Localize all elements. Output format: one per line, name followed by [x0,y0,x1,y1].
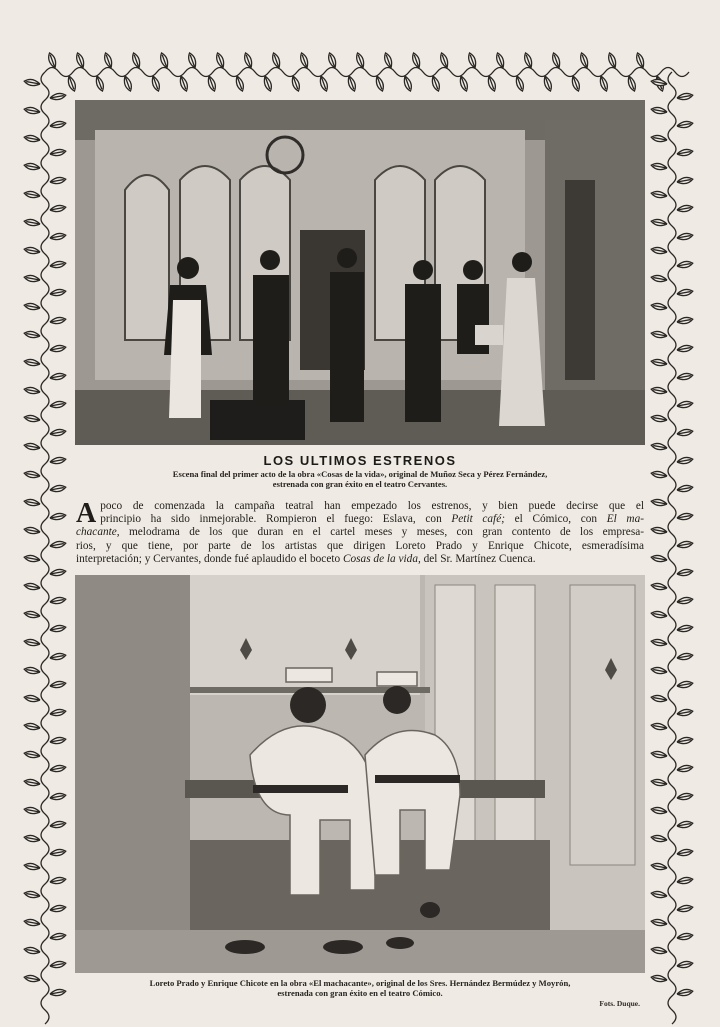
article-line: poco de comenzada la campaña teatral han empezado los estrenos, y bien puede decirse que el [100,500,644,512]
caption-line: estrenada con gran éxito en el teatro Cómico. [277,988,443,998]
caption-line: Loreto Prado y Enrique Chicote en la obra «El machacante», original de los Sres. Hernández Bermúdez y Moyrón, [149,978,571,988]
article-line: chacante, melodrama de los que duran en el cartel meses y meses, con gran contento de los empresa- [76,526,644,539]
headline: LOS ULTIMOS ESTRENOS [263,453,457,468]
bottom-photo-caption [75,978,645,998]
article-line: interpretación; y Cervantes, donde fué aplaudido el boceto Cosas de la vida, del Sr. Martínez Cuenca. [76,552,536,565]
photo-credit: Fots. Duque. [599,999,640,1008]
drop-cap: A [76,498,97,529]
article-line: rios, y que tiene, por parte de los artistas que dirigen Loreto Prado y Enrique Chicote, esmeradísima [76,539,644,552]
article-line: principio ha sido inmejorable. Rompieron el fuego: Eslava, con Petit café; el Cómico, con El ma- [100,513,644,526]
caption-line: estrenada con gran éxito en el teatro Cervantes. [272,479,448,489]
performers-photo [75,575,645,973]
top-photo-caption [75,469,645,489]
article-text [76,500,644,566]
caption-line: Escena final del primer acto de la obra «Cosas de la vida», original de Muñoz Seca y Pérez Fernández, [172,469,548,479]
stage-scene-photo [75,100,645,445]
